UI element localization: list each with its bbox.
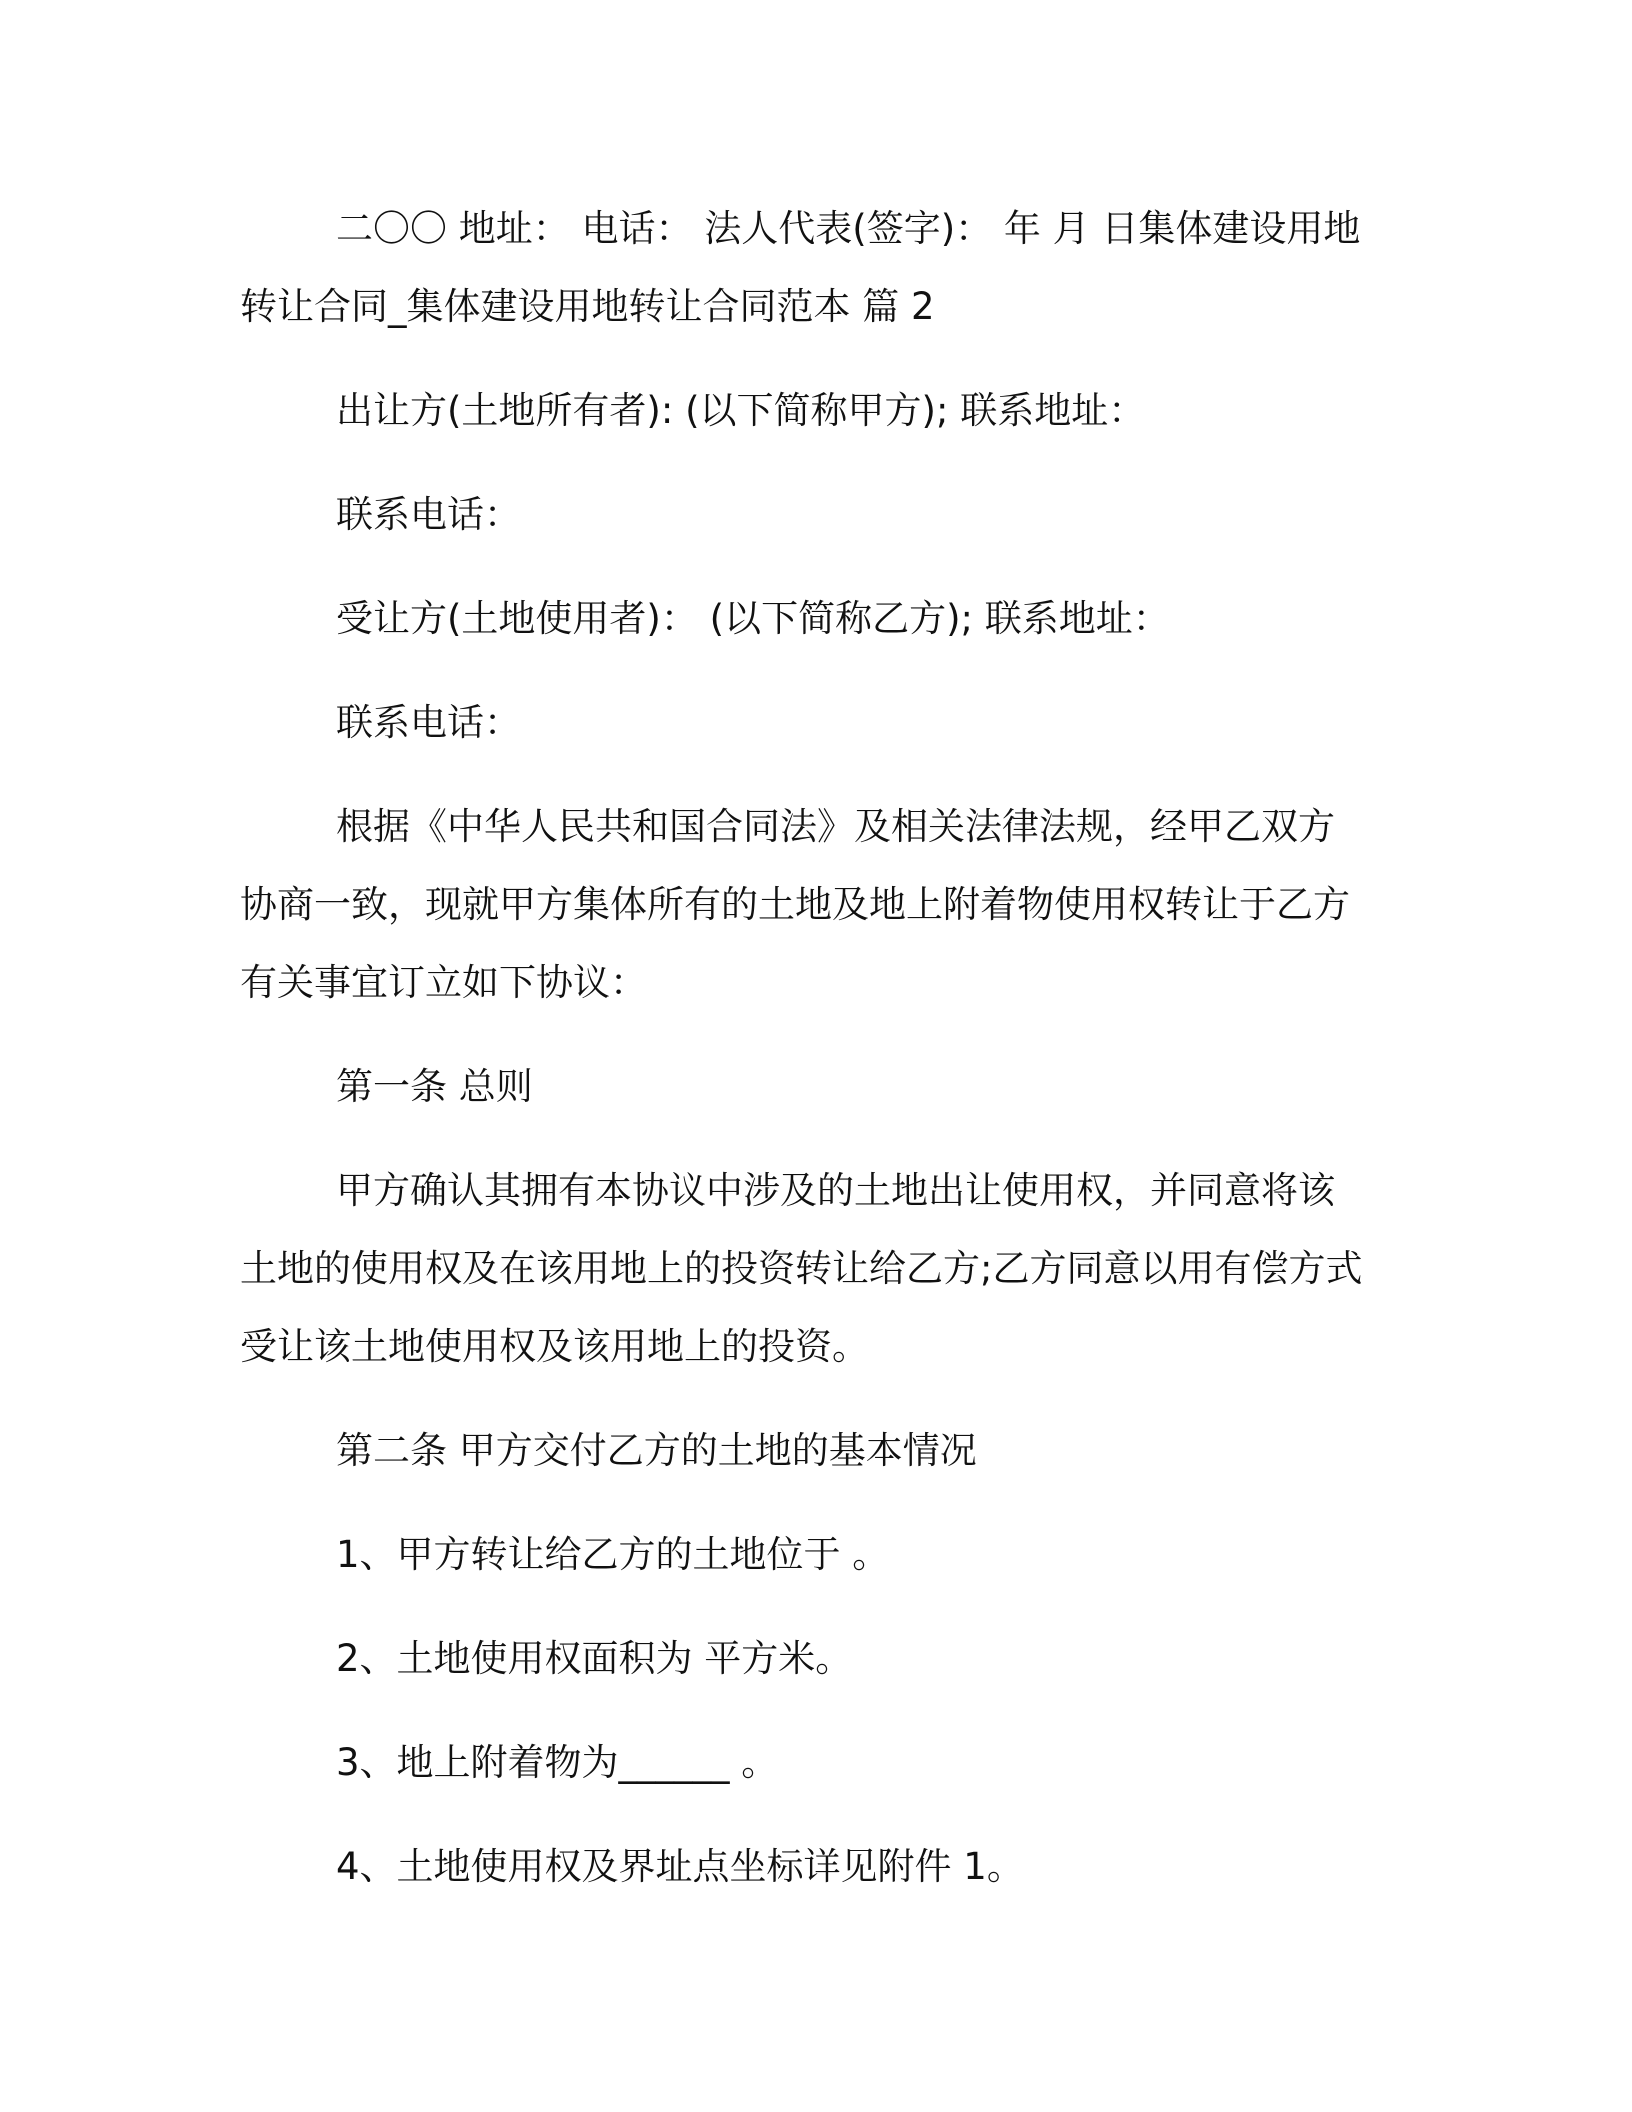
document-body [240,190,1370,1906]
paragraph-transferor-phone: 联系电话： [336,493,521,536]
paragraph-general-terms: 甲方确认其拥有本协议中涉及的土地出让使用权，并同意将该土地的使用权及在该用地上的投资转让给乙方;乙方同意以用有偿方式受让该土地使用权及该用地上的投资。 [240,1169,1363,1368]
list-item-land-area: 2、土地使用权面积为 平方米。 [336,1637,853,1680]
paragraph-transferor: 出让方(土地所有者): (以下简称甲方); 联系地址： [336,389,1146,432]
list-item-boundary-coordinates: 4、土地使用权及界址点坐标详见附件 1。 [336,1845,1024,1888]
paragraph-header-and-title: 二〇〇 地址： 电话： 法人代表(签字)： 年 月 日集体建设用地转让合同_集体建设用地转让合同范本 篇 2 [240,207,1361,328]
list-item-attachments: 3、地上附着物为______ 。 [336,1741,779,1784]
paragraph-transferee-phone: 联系电话： [336,701,521,744]
paragraph-basis: 根据《中华人民共和国合同法》及相关法律法规，经甲乙双方协商一致，现就甲方集体所有的土地及地上附着物使用权转让于乙方有关事宜订立如下协议： [240,805,1350,1004]
paragraph-transferee: 受让方(土地使用者)： (以下简称乙方); 联系地址： [336,597,1170,640]
section-heading-general: 第一条 总则 [336,1065,533,1108]
section-heading-land-basic-info: 第二条 甲方交付乙方的土地的基本情况 [336,1429,977,1472]
list-item-land-location: 1、甲方转让给乙方的土地位于 。 [336,1533,890,1576]
